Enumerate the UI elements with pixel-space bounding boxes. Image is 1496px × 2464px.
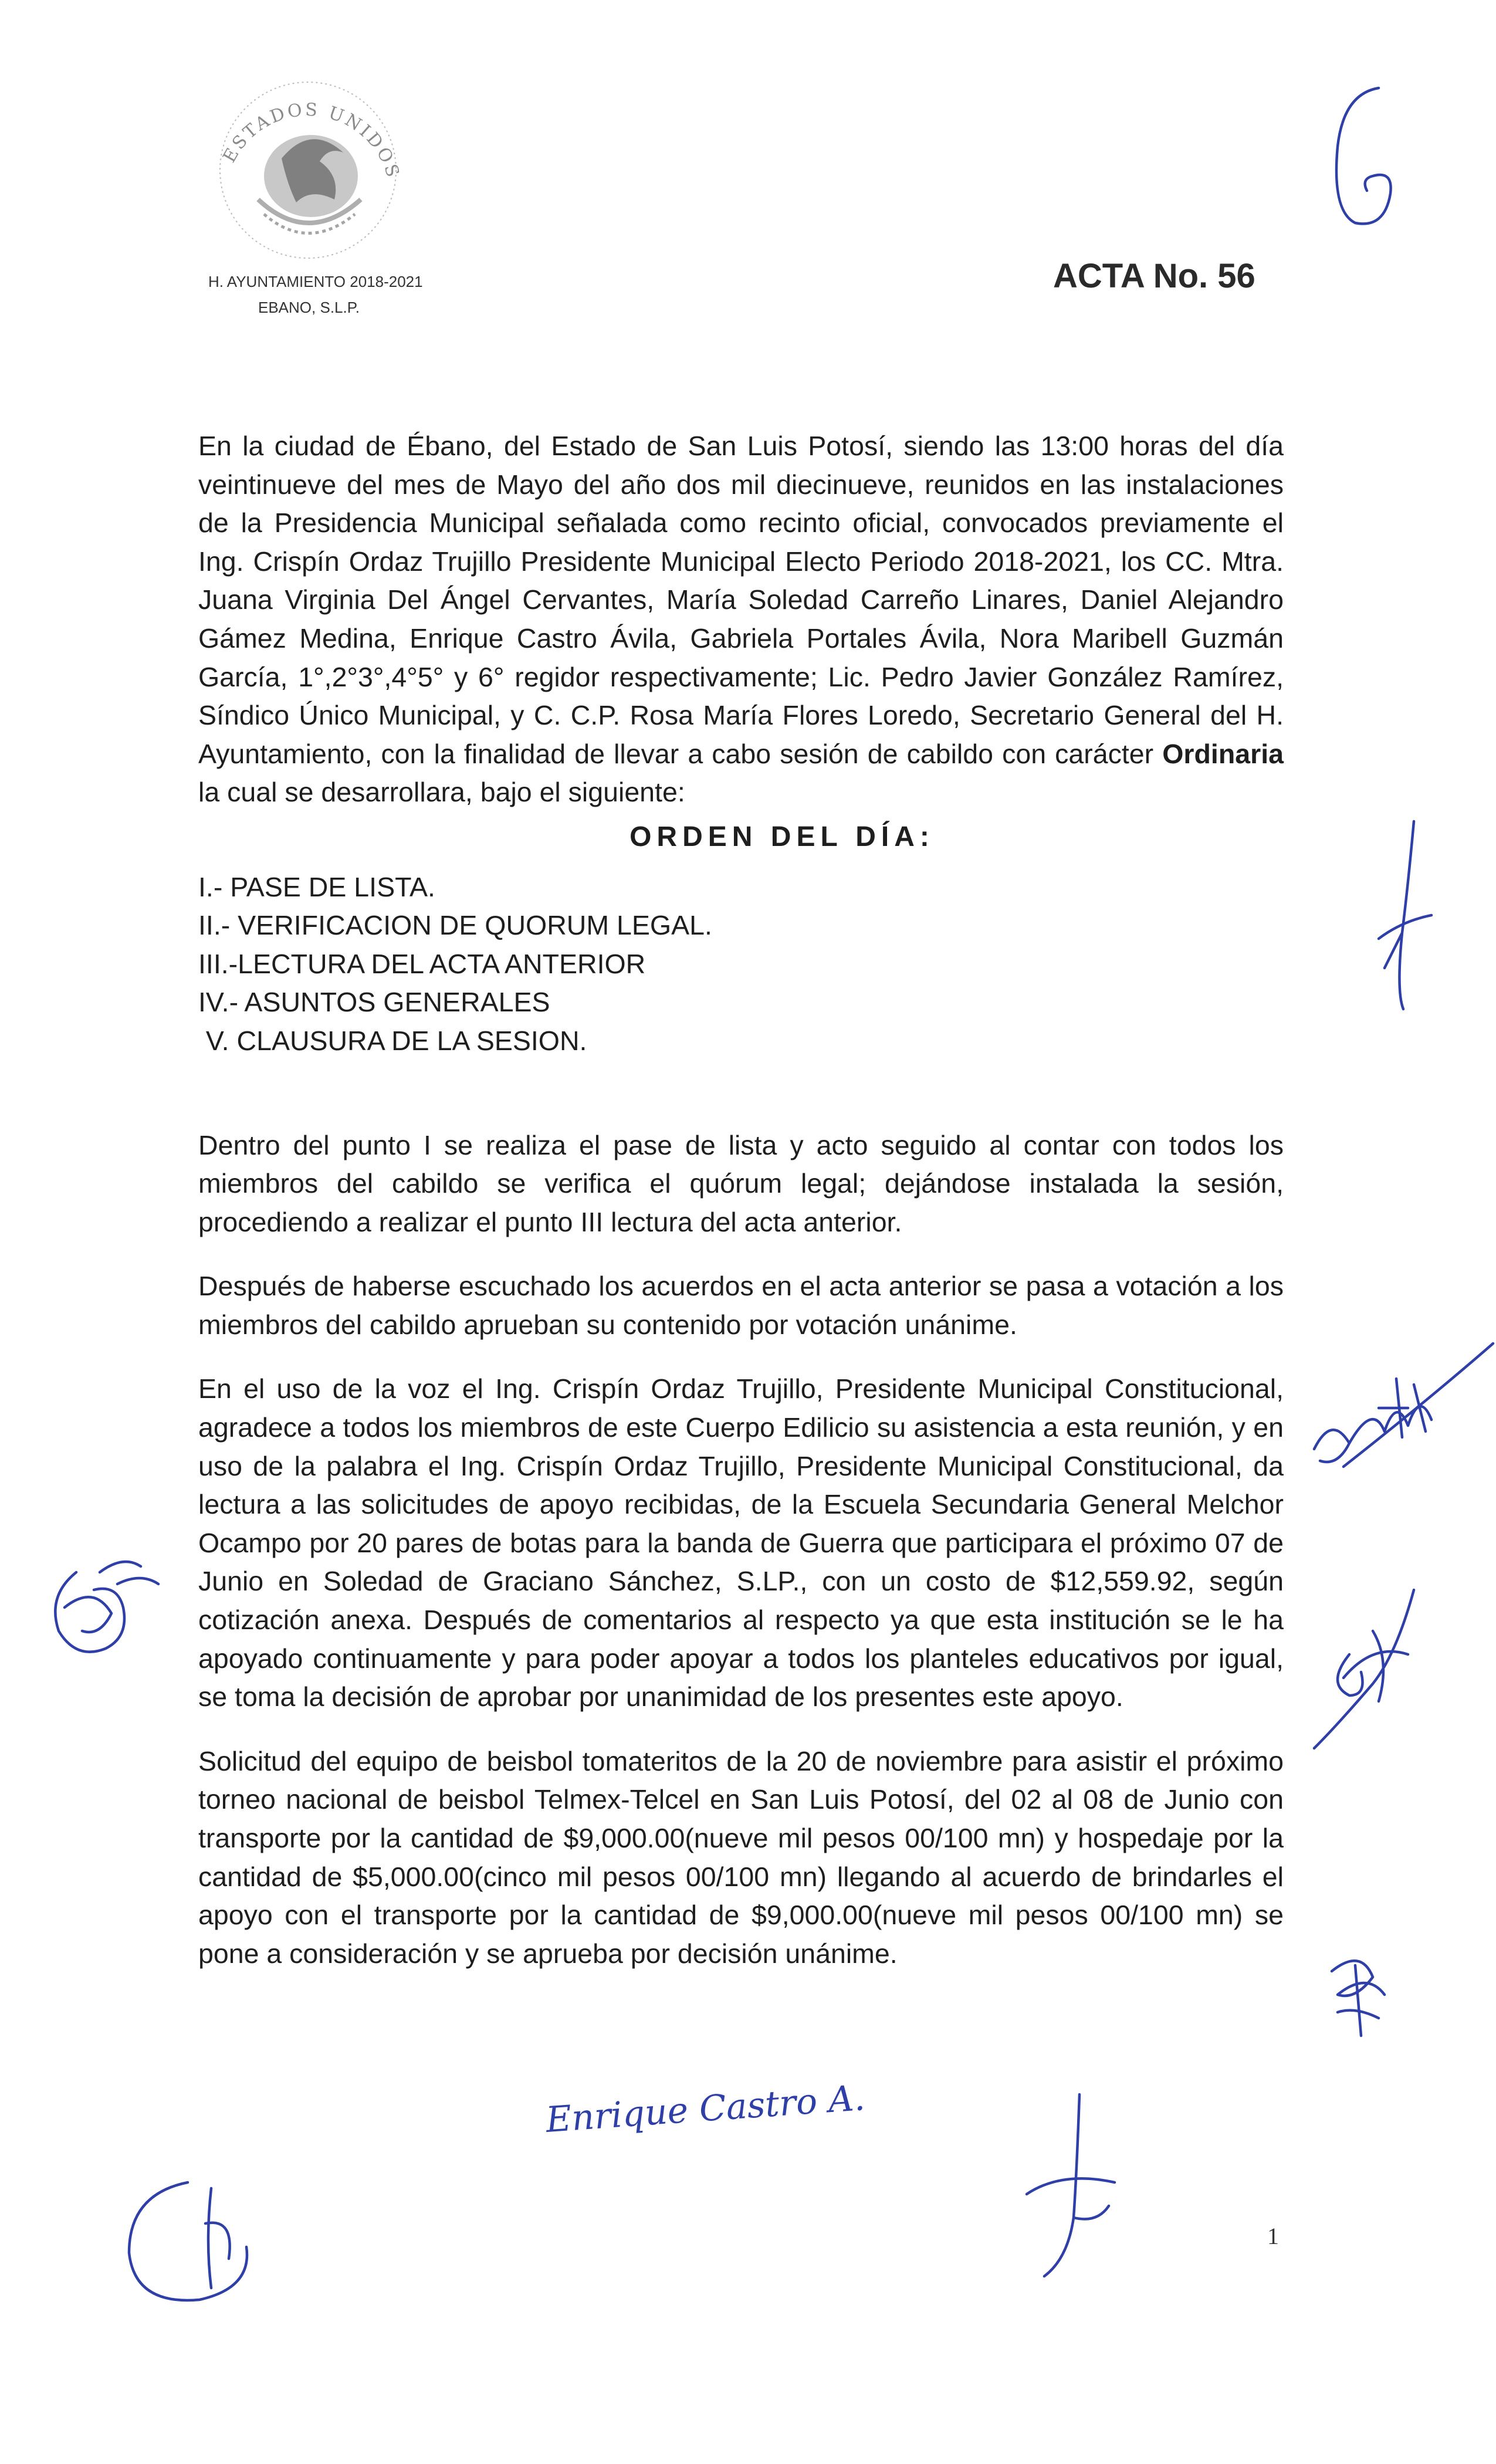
agenda-item: V. CLAUSURA DE LA SESION.	[198, 1025, 587, 1056]
intro-text: En la ciudad de Ébano, del Estado de San Luis Potosí, siendo las 13:00 horas del día veintinueve del mes de Mayo del año dos mil diecinueve, reunidos en las instalaciones de la Presidencia Municipal señalada como recinto oficial, convocados previamente el Ing. Crispín Ordaz Trujillo Presidente Municipal Electo Periodo 2018-2021, los CC. Mtra. Juana Virginia Del Ángel Cervantes, María Soledad Carreño Linares, Daniel Alejandro Gámez Medina, Enrique Castro Ávila, Gabriela Portales Ávila, Nora Maribell Guzmán García, 1°,2°3°,4°5° y 6° regidor respectivamente; Lic. Pedro Javier González Ramírez, Síndico Único Municipal, y C. C.P. Rosa María Flores Loredo, Secretario General del H. Ayuntamiento, con la finalidad de llevar a cabo sesión de cabildo con carácter	[198, 431, 1284, 769]
session-type: Ordinaria	[1162, 738, 1284, 769]
signature-bottom-center	[1009, 2089, 1126, 2282]
agenda-item: I.- PASE DE LISTA.	[198, 871, 435, 902]
svg-text:ESTADOS UNIDOS MEXICANOS: ESTADOS UNIDOS	[219, 99, 404, 182]
signature-bottom-left	[117, 2171, 270, 2311]
signature-top-right	[1308, 76, 1414, 264]
acta-title: ACTA No. 56	[1053, 257, 1255, 295]
paragraph-school-request: En el uso de la voz el Ing. Crispín Ordaz Trujillo, Presidente Municipal Constitucional, agradece a todos los miembros de este Cuerpo Edilicio su asistencia a esta reunión, y en uso de la palabra el Ing. Crispín Ordaz Trujillo, Presidente Municipal Constitucional, da lectura a las solicitudes de apoyo recibidas, de la Escuela Secundaria General Melchor Ocampo por 20 pares de botas para la banda de Guerra que participara el próximo 07 de Junio en Soledad de Graciano Sánchez, S.LP., con un costo de $12,559.92, según cotización anexa. Después de comentarios al respecto ya que esta institución se le ha apoyado continuamente y para poder apoyar a todos los planteles educativos por igual, se toma la decisión de aprobar por unanimidad de los presentes este apoyo.	[198, 1373, 1284, 1712]
signature-right-1	[1367, 815, 1437, 1015]
agenda-item: IV.- ASUNTOS GENERALES	[198, 987, 550, 1018]
org-line-2: EBANO, S.L.P.	[258, 299, 360, 316]
paragraph-baseball-request: Solicitud del equipo de beisbol tomateritos de la 20 de noviembre para asistir el próximo torneo nacional de beisbol Telmex-Telcel en San Luis Potosí, del 02 al 08 de Junio con transporte por la cantidad de $9,000.00(nueve mil pesos 00/100 mn) y hospedaje por la cantidad de $5,000.00(cinco mil pesos 00/100 mn) llegando al acuerdo de brindarles el apoyo con el transporte por la cantidad de $9,000.00(nueve mil pesos 00/100 mn) se pone a consideración y se aprueba por decisión unánime.	[198, 1745, 1284, 1969]
signature-right-4	[1320, 1948, 1396, 2042]
handwritten-name: Enrique Castro A.	[544, 2077, 867, 2141]
agenda-item: III.-LECTURA DEL ACTA ANTERIOR	[198, 948, 646, 979]
page-number: 1	[1267, 2223, 1279, 2249]
paragraph-previous-minutes: Después de haberse escuchado los acuerdos en el acta anterior se pasa a votación a los miembros del cabildo aprueban su contenido por votación unánime.	[198, 1271, 1284, 1340]
paragraph-roll-call: Dentro del punto I se realiza el pase de lista y acto seguido al contar con todos los miembros del cabildo se verifica el quórum legal; dejándose instalada la sesión, procediendo a realizar el punto III lectura del acta anterior.	[198, 1129, 1284, 1237]
intro-text-end: la cual se desarrollara, bajo el siguiente:	[198, 777, 685, 808]
agenda-item: II.- VERIFICACION DE QUORUM LEGAL.	[198, 910, 712, 941]
signature-left-1	[41, 1549, 170, 1678]
signature-right-2	[1308, 1332, 1496, 1484]
document-body	[198, 427, 1284, 1973]
agenda-heading: ORDEN DEL DÍA:	[629, 821, 935, 852]
agenda-list	[198, 868, 1284, 1061]
org-line-1: H. AYUNTAMIENTO 2018-2021	[208, 273, 423, 290]
signature-right-3	[1302, 1584, 1431, 1760]
intro-paragraph	[198, 427, 1284, 812]
national-seal-logo	[194, 59, 422, 264]
municipality-header	[208, 269, 423, 320]
